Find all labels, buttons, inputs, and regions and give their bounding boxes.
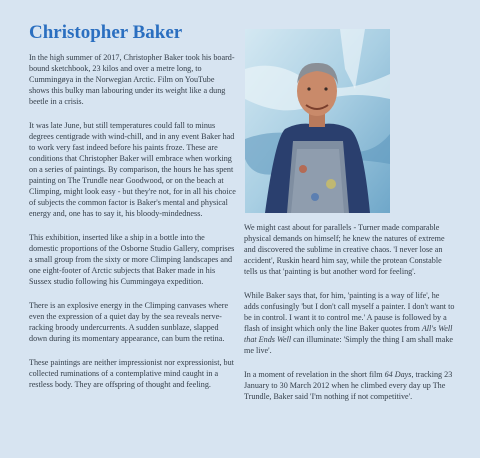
page-title: Christopher Baker	[29, 22, 183, 43]
paragraph	[244, 290, 456, 356]
paragraph: There is an explosive energy in the Climping canvases where even the expression of a quiet day by the sea reveals nerve-racking broody undercurrents. A sudden sunblaze, slapped down during its momentary appearance, can burn the retina.	[29, 301, 229, 343]
quoted-title: All's Well that Ends Well	[244, 324, 453, 344]
left-column	[29, 52, 236, 403]
paragraph-text: , tracking 23 January to 30 March 2012 when he climbed every day up The Trundle, Baker said 'I'm nothing if not competitive'.	[244, 370, 453, 401]
paragraph	[244, 369, 456, 402]
paragraph-text: In a moment of revelation in the short film	[244, 370, 385, 379]
paragraph-text: While Baker says that, for him, 'painting is a way of life', he adds confusingly 'but I don't call myself a painter. I don't want to be in control. I want it to control me.' A pause is followed by a flash of insight which only the line Baker quotes from	[244, 291, 455, 333]
paragraph: In the high summer of 2017, Christopher Baker took his board-bound sketchbook, 23 kilos and over a metre long, to Cummingøya in the Norwegian Arctic. Film on YouTube shows this bulky man labouring under its weight like a dung beetle in a crisis.	[29, 53, 235, 106]
paragraph: We might cast about for parallels - Turner made comparable physical demands on himself; he knew the natures of extreme and discovered the sublime in creative chaos. 'I never lose an accident', Ruskin heard him say, while the protean Constable tells us that 'painting is but another word for feeling'.	[244, 223, 445, 276]
right-column	[244, 222, 456, 415]
paragraph: These paintings are neither impressionist nor expressionist, but collected ruminations of a contemplative mind caught in a restless body. They are offspring of thought and feeling.	[29, 358, 234, 389]
paragraph-text: can illuminate: 'Simply the thing I am shall make me live'.	[244, 335, 454, 355]
paragraph: This exhibition, inserted like a ship in a bottle into the domestic proportions of the Osborne Studio Gallery, comprises a small group from the sixty or more Climping landscapes and one eight-footer of Arctic subjects that Baker made in his Sussex studio following his Cummingøya expedition.	[29, 233, 235, 286]
film-title: 64 Days	[384, 370, 412, 379]
paragraph: It was late June, but still temperatures could fall to minus degrees centigrade with wind-chill, and in any event Baker had to work very fast indeed before his paints froze. These are conditions that Christopher Baker will embrace when working on a series of paintings. By comparison, the hours he has spent painting on The Trundle near Goodwood, or on the beach at Climping, might look easy - but they're not, for in all his choice of subjects the common factor is Baker's mental and physical energy and, one has to say it, his bloody-mindedness.	[29, 121, 236, 218]
artist-portrait-icon	[245, 29, 390, 213]
artist-photo	[245, 29, 390, 213]
